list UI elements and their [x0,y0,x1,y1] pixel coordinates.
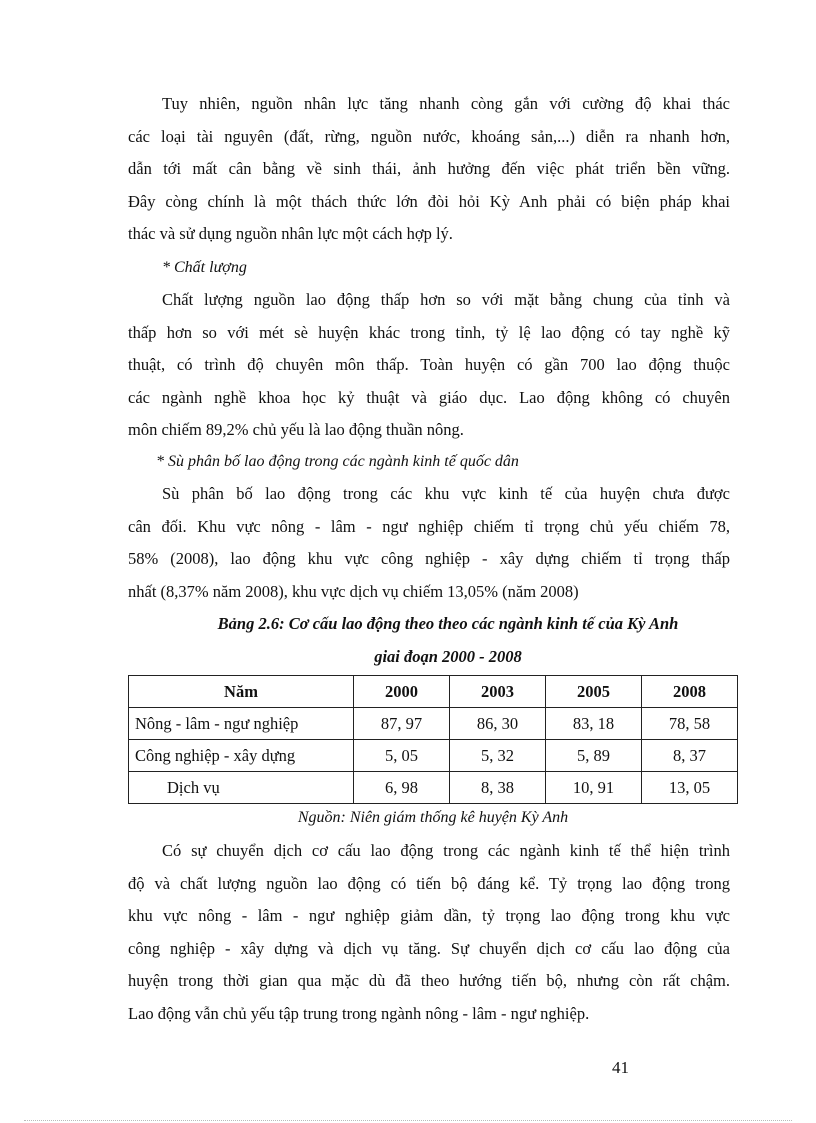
table-cell: 5, 89 [546,740,642,772]
table-cell: 86, 30 [450,708,546,740]
text-line: thác và sử dụng nguồn nhân lực một cách hợp lý. [128,224,453,243]
header-cell: 2003 [450,676,546,708]
header-cell: 2005 [546,676,642,708]
text-line: Sù phân bố lao động trong các khu vực kinh tế của huyện chưa được [162,484,730,503]
text-line: Chất lượng nguồn lao động thấp hơn so với mặt bằng chung của tỉnh và [162,290,730,309]
table-source: Nguồn: Niên giám thống kê huyện Kỳ Anh [297,809,569,826]
table-cell: 8, 37 [642,740,738,772]
subheading-distribution: * Sù phân bố lao động trong các ngành kinh tế quốc dân [156,453,519,470]
table-row [129,772,738,804]
text-line: cân đối. Khu vực nông - lâm - ngư nghiệp chiếm tỉ trọng chủ yếu chiếm 78, [128,516,730,536]
table-cell: 78, 58 [642,708,738,740]
paragraph-quality [128,284,730,447]
text-line: độ và chất lượng nguồn lao động có tiến bộ đáng kể. Tỷ trọng lao động trong [128,873,730,893]
labor-structure-table [128,675,738,804]
table-cell: 83, 18 [546,708,642,740]
table-cell: 10, 91 [546,772,642,804]
text-line: Tuy nhiên, nguồn nhân lực tăng nhanh còng gắn với cường độ khai thác [162,94,730,113]
table-cell: 5, 05 [354,740,450,772]
text-line: nhất (8,37% năm 2008), khu vực dịch vụ chiếm 13,05% (năm 2008) [128,581,579,601]
text-line: các loại tài nguyên (đất, rừng, nguồn nước, khoáng sản,...) diễn ra nhanh hơn, [128,126,730,146]
paragraph-distribution [128,478,730,608]
table-cell: 8, 38 [450,772,546,804]
row-label: Nông - lâm - ngư nghiệp [129,708,354,740]
row-label: Dịch vụ [129,772,354,804]
text-line: Lao động vẫn chủ yếu tập trung trong ngành nông - lâm - ngư nghiệp. [128,1003,590,1023]
header-cell-year: Năm [129,676,354,708]
paragraph-resources [128,88,730,251]
header-cell: 2008 [642,676,738,708]
table-cell: 6, 98 [354,772,450,804]
text-line: dẫn tới mất cân bằng về sinh thái, ảnh hưởng đến việc phát triển bền vững. [128,159,730,178]
text-line: môn chiếm 89,2% chủ yếu là lao động thuần nông. [128,420,464,439]
table-cell: 5, 32 [450,740,546,772]
text-line: huyện trong thời gian qua mặc dù đã theo hướng tiến bộ, nhưng còn rất chậm. [128,971,730,990]
text-line: công nghiệp - xây dựng và dịch vụ tăng. Sự chuyển dịch cơ cấu lao động của [128,938,730,958]
text-line: khu vực nông - lâm - ngư nghiệp giảm dần, tỷ trọng lao động trong khu vực [128,906,730,925]
table-row [129,708,738,740]
table-caption [128,607,768,673]
header-cell: 2000 [354,676,450,708]
text-line: thấp hơn so với mét sè huyện khác trong tỉnh, tỷ lệ lao động có tay nghề kỹ [128,322,730,342]
paragraph-shift [128,835,730,1030]
subheading-quality: * Chất lượng [162,259,247,276]
table-caption-line: giai đoạn 2000 - 2008 [374,647,522,666]
row-label: Công nghiệp - xây dựng [129,740,354,772]
text-line: thuật, có trình độ chuyên môn thấp. Toàn huyện có gần 700 lao động thuộc [128,355,730,374]
text-line: 58% (2008), lao động khu vực công nghiệp - xây dựng chiếm tỉ trọng thấp [128,549,730,568]
table-header-row [129,676,738,708]
table-cell: 87, 97 [354,708,450,740]
table-cell: 13, 05 [642,772,738,804]
page-bottom-divider [24,1120,792,1121]
text-line: các ngành nghề khoa học kỷ thuật và giáo dục. Lao động không có chuyên [128,387,730,407]
page-number: 41 [612,1058,629,1077]
table-caption-line: Bảng 2.6: Cơ cấu lao động theo theo các ngành kinh tế của Kỳ Anh [217,614,679,633]
table-row [129,740,738,772]
text-line: Đây còng chính là một thách thức lớn đòi hỏi Kỳ Anh phải có biện pháp khai [128,191,730,211]
text-line: Có sự chuyển dịch cơ cấu lao động trong các ngành kinh tế thể hiện trình [162,841,730,860]
